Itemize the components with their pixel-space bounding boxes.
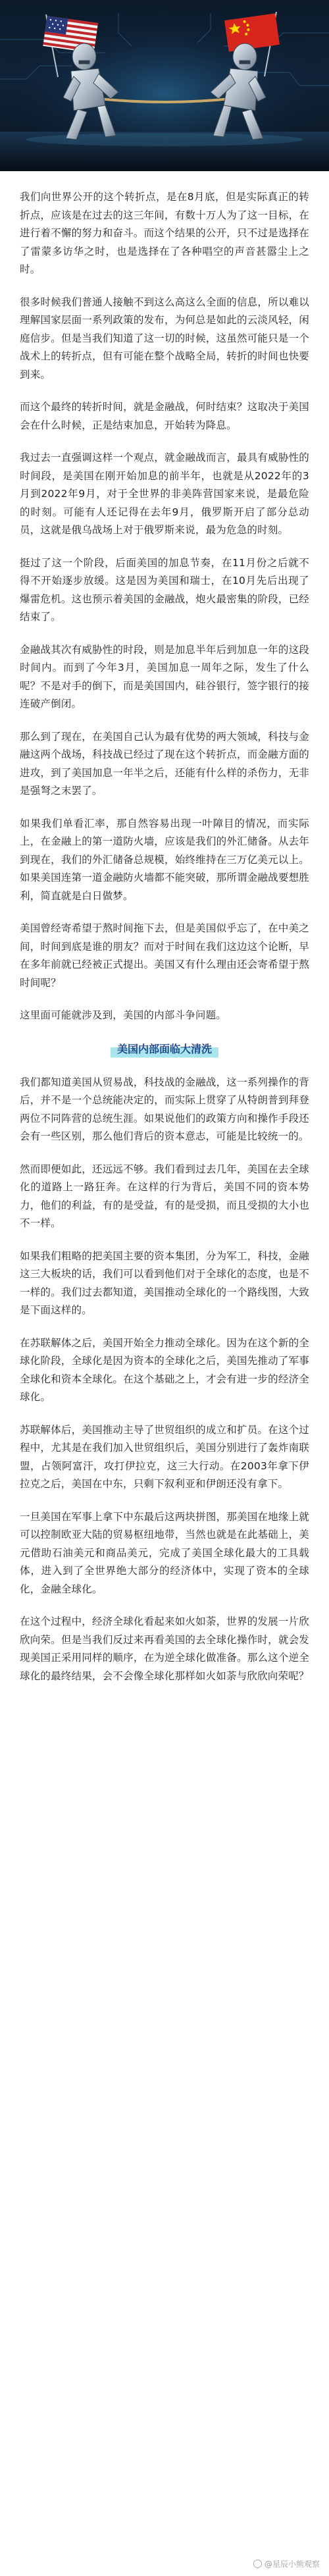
paragraph: 如果我们单看汇率，那自然容易出现一叶障目的情况，而实际上，在金融上的第一道防火墙，应该是我们的外汇储备。从去年到现在，我们的外汇储备总规模，始终维持在三万亿美元以上。如果美国连第一道金融防火墙都不能突破，那所谓金融战要想胜利，简直就是白日做梦。 xyxy=(20,817,309,902)
paragraph: 美国曾经寄希望于熬时间拖下去，但是美国似乎忘了，在中美之间，时间到底是谁的朋友？而对于时间在我们这边这个论断，早在多年前就已经被正式提出。美国又有什么理由还会寄希望于熬时间呢？ xyxy=(20,922,309,989)
paragraph: 然而即便如此，还远远不够。我们看到过去几年，美国在去全球化的道路上一路狂奔。在这样的行为背后，美国不同的资本势力，他们的利益，有的是受益，有的是受损，而且受损的大小也不一样。 xyxy=(20,1163,309,1229)
paragraph: 而这个最终的转折时间，就是金融战，何时结束？这取决于美国会在什么时候，正是结束加息，开始转为降息。 xyxy=(20,401,309,431)
robot-tug-of-war-illustration xyxy=(0,0,329,171)
paragraph: 很多时候我们普通人接触不到这么高这么全面的信息，所以难以理解国家层面一系列政策的发布，为何总是如此的云淡风轻，闲庭信步。但是当我们知道了这一切的时候，这虽然可能只是一个战术上的转折点，但有可能在整个战略全局，转折的时间也快要到来。 xyxy=(20,296,309,381)
watermark xyxy=(253,2558,320,2569)
hero-image xyxy=(0,0,329,171)
paragraph: 这里面可能就涉及到，美国的内部斗争问题。 xyxy=(20,1009,227,1021)
watermark-text: @星辰小熊观察 xyxy=(264,2560,320,2569)
paragraph: 那么到了现在，在美国自己认为最有优势的两大领域，科技与金融这两个战场，科技战已经过了现在这个转折点，而金融方面的进攻，到了美国加息一年半之后，还能有什么样的杀伤力，无非是强弩之末罢了。 xyxy=(20,730,309,797)
paragraph: 一旦美国在军事上拿下中东最后这两块拼图，那美国在地缘上就可以控制欧亚大陆的贸易枢纽地带，当然也就是在此基础上，美元借助石油美元和商品美元，完成了美国全球化最大的工具载体，进入到了全世界绝大部分的经济体中，实现了资本的全球化，金融全球化。 xyxy=(20,1510,309,1595)
paragraph: 在苏联解体之后，美国开始全力推动全球化。因为在这个新的全球化阶段，全球化是因为资本的全球化之后，美国先推动了军事全球化和资本全球化。在这个基础之上，才会有进一步的经济全球化。 xyxy=(20,1336,309,1403)
paragraph: 我们向世界公开的这个转折点，是在8月底，但是实际真正的转折点，应该是在过去的这三年间，有数十万人为了这一目标，在进行着不懈的努力和奋斗。而这个结果的公开，只不过是选择在了雷蒙多访华之时，也是选择在了各种唱空的声音甚嚣尘上之时。 xyxy=(20,191,309,275)
paragraph: 苏联解体后，美国推动主导了世贸组织的成立和扩员。在这个过程中，尤其是在我们加入世贸组织后，美国分别进行了轰炸南联盟，占领阿富汗，攻打伊拉克，这三大行动。在2003年拿下伊拉克之后，美国在中东，只剩下叙利亚和伊朗还没有拿下。 xyxy=(20,1423,309,1490)
paragraph: 金融战其次有威胁性的时段，则是加息半年后到加息一年的这段时间内。而到了今年3月，美国加息一周年之际，发生了什么呢？不是对手的倒下，而是美国国内，硅谷银行，签字银行的接连破产倒闭。 xyxy=(20,643,309,710)
paragraph: 挺过了这一个阶段，后面美国的加息节奏，在11月份之后就不得不开始逐步放缓。这是因为美国和瑞士，在10月先后出现了爆雷危机。这也预示着美国的金融战，炮火最密集的阶段，已经结束了。 xyxy=(20,556,309,623)
section-heading xyxy=(20,1039,309,1059)
paragraph: 我们都知道美国从贸易战，科技战的金融战，这一系列操作的背后，并不是一个总统能决定的，而实际上贯穿了从特朗普到拜登两位不同阵营的总统生涯。如果说他们的政策方向和操作手段还会有一些区别，那么他们背后的资本意志，可能是比较统一的。 xyxy=(20,1076,309,1142)
paragraph: 如果我们粗略的把美国主要的资本集团，分为军工，科技，金融这三大板块的话，我们可以看到他们对于全球化的态度，也是不一样的。我们过去都知道，美国推动全球化的一个路线图，大致是下面这样的。 xyxy=(20,1249,309,1316)
paragraph: 在这个过程中，经济全球化看起来如火如荼，世界的发展一片欣欣向荣。但是当我们反过来再看美国的去全球化操作时，就会发现美国正采用同样的顺序，在为逆全球化做准备。那么这个逆全球化的最终结果，会不会像全球化那样如火如荼与欣欣向荣呢？ xyxy=(20,1616,309,1682)
watermark-logo-icon xyxy=(253,2560,262,2568)
article-body xyxy=(0,171,329,1685)
section-heading-text: 美国内部面临大清洗 xyxy=(111,1039,218,1059)
paragraph: 我过去一直强调这样一个观点，就金融战而言，最具有威胁性的时间段，是美国在刚开始加息的前半年，也就是从2022年的3月到2022年9月，对于全世界的非美阵营国家来说，是最危险的时刻。可能有人还记得在去年9月，俄罗斯开启了部分总动员，这就是俄乌战场上对于俄罗斯来说，最为危急的时刻。 xyxy=(20,452,309,536)
